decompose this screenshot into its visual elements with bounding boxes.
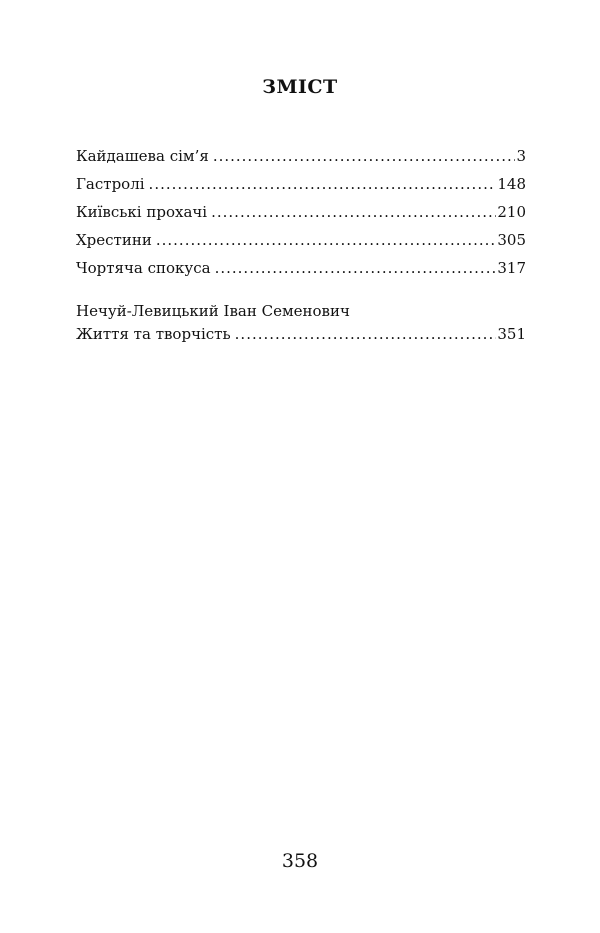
page-title: ЗМІСТ [262, 76, 338, 98]
toc-entry-page: 3 [516, 147, 526, 165]
toc-entry-title: Хрестини [76, 231, 152, 249]
dot-leader [235, 324, 497, 344]
toc-entry-page: 148 [497, 175, 526, 193]
toc-entry-page: 317 [497, 259, 526, 277]
toc-entry [76, 146, 526, 174]
author-entry [76, 301, 526, 346]
dot-leader [211, 202, 496, 222]
toc-entry [76, 258, 526, 286]
table-of-contents [76, 146, 526, 286]
toc-entry-page: 351 [497, 325, 526, 343]
dot-leader [156, 230, 497, 250]
toc-entry-title: Чортяча спокуса [76, 259, 211, 277]
toc-entry [76, 174, 526, 202]
toc-entry [76, 202, 526, 230]
toc-entry-title: Гастролі [76, 175, 145, 193]
toc-entry-page: 210 [497, 203, 526, 221]
page-number: 358 [281, 850, 319, 872]
dot-leader [213, 146, 516, 166]
dot-leader [149, 174, 497, 194]
toc-entry-title: Життя та творчість [76, 325, 231, 343]
toc-entry [76, 230, 526, 258]
dot-leader [215, 258, 497, 278]
toc-entry-title: Кайдашева сім’я [76, 147, 209, 165]
toc-entry [76, 324, 526, 346]
author-name: Нечуй-Левицький Іван Семенович [76, 302, 350, 320]
toc-entry-title: Київські прохачі [76, 203, 208, 221]
toc-entry-page: 305 [497, 231, 526, 249]
